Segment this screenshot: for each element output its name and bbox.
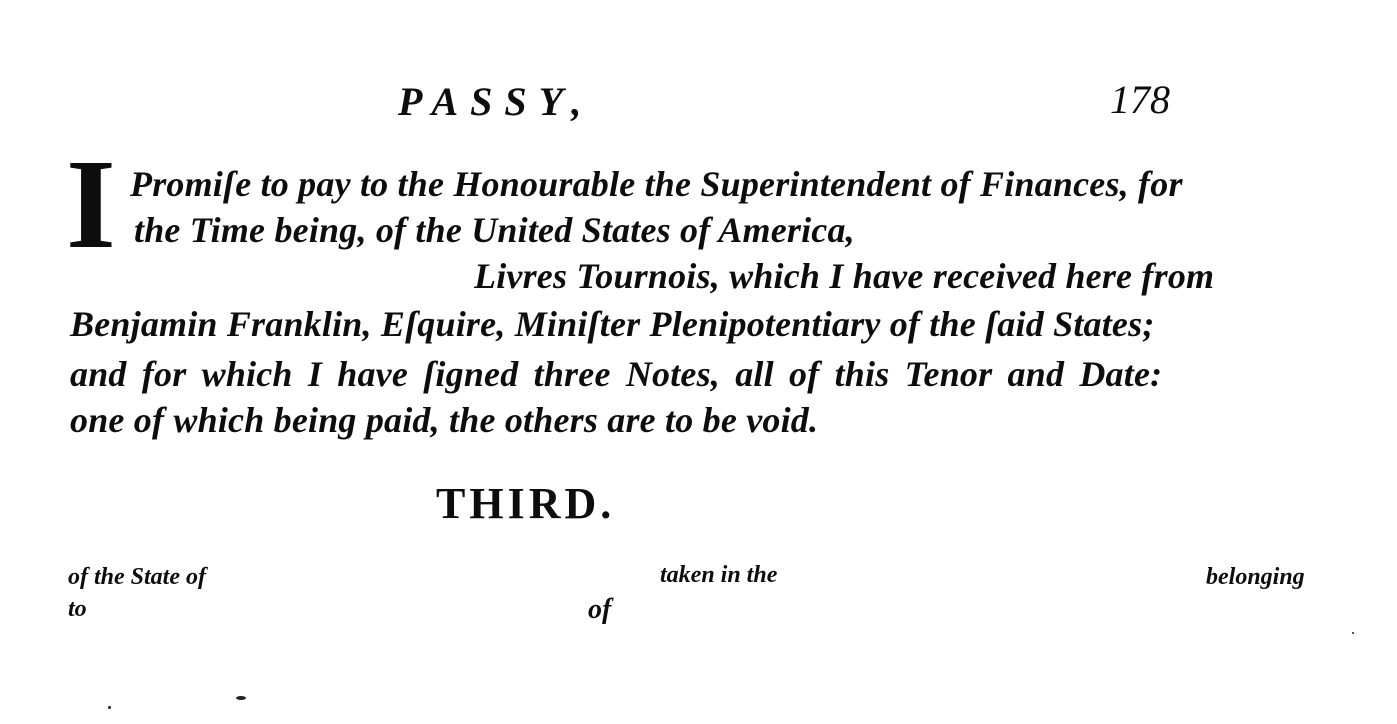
field-label-belonging: belonging	[1206, 564, 1305, 590]
ink-speck	[1352, 632, 1354, 634]
promise-text-line-3: Livres Tournois, which I have received here from	[474, 256, 1215, 296]
year-field: 178	[1110, 77, 1170, 122]
place-heading: PASSY,	[398, 79, 594, 124]
field-label-of: of	[588, 594, 612, 625]
field-label-state-of: of the State of	[68, 564, 206, 590]
field-label-to: to	[68, 596, 87, 622]
note-heading: THIRD.	[436, 479, 616, 528]
field-label-taken-in-the: taken in the	[660, 562, 778, 588]
drop-cap: I	[66, 133, 116, 275]
promise-text-line-5: and for which I have ſigned three Notes, all of this Tenor and Date:	[70, 354, 1163, 394]
promise-text-line-4: Benjamin Franklin, Eſquire, Miniſter Plenipotentiary of the ſaid States;	[70, 304, 1155, 344]
promise-text-line-6: one of which being paid, the others are to be void.	[70, 400, 819, 440]
promise-text-line-2: the Time being, of the United States of America,	[134, 210, 855, 250]
ink-speck	[108, 706, 111, 709]
ink-speck	[236, 696, 246, 700]
promise-text-line-1: Promiſe to pay to the Honourable the Superintendent of Finances, for	[130, 164, 1183, 204]
